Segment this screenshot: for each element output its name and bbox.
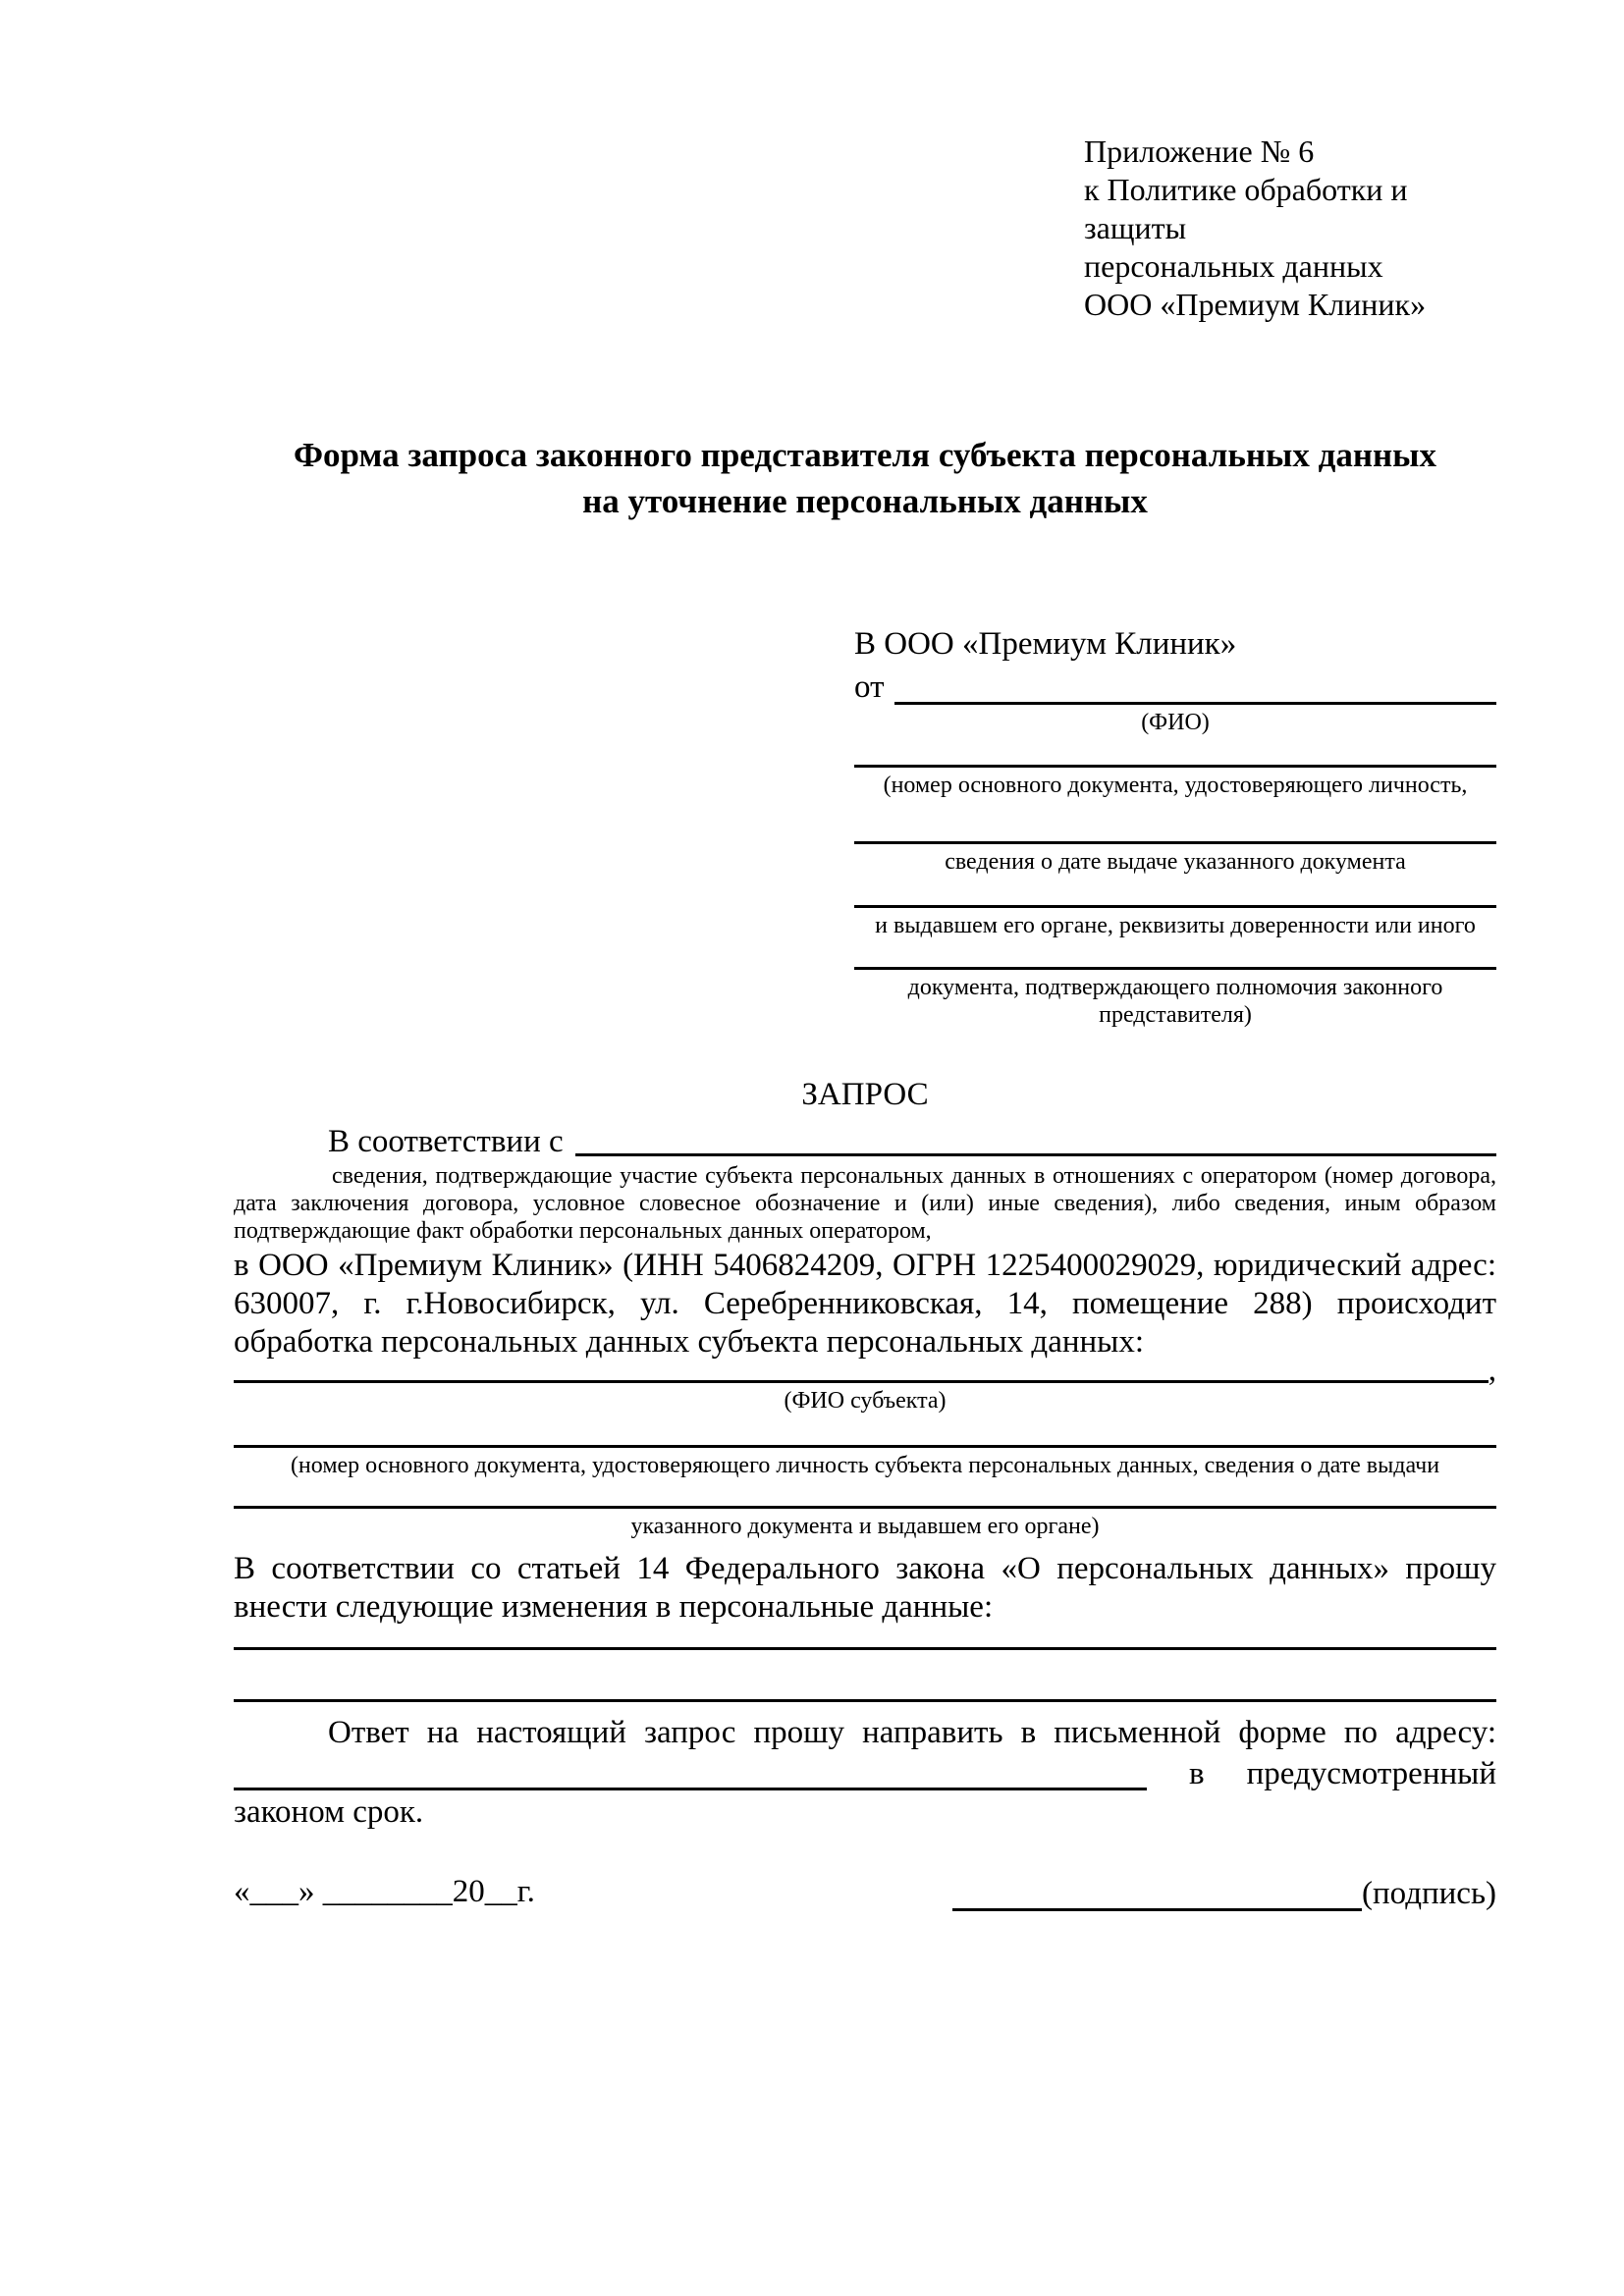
signature-field-line	[952, 1882, 1362, 1911]
date-field: «___» ________20__г.	[234, 1874, 535, 1909]
changes-field-line-1	[234, 1627, 1496, 1650]
document-title-line2: на уточнение персональных данных	[582, 482, 1148, 520]
from-label: от	[854, 669, 885, 705]
operator-paragraph: в ООО «Премиум Клиник» (ИНН 5406824209, ОГРН 1225400029029, юридический адрес: 630007, г. г.Новосибирск, ул. Серебренниковская, 14, помещение 288) происходит обработка персональных данных субъекта персональных данных:	[234, 1248, 1496, 1360]
reply-paragraph-line1: Ответ на настоящий запрос прошу направить в письменной форме по адресу:	[328, 1715, 1496, 1750]
signature-group	[952, 1876, 1496, 1911]
in-accordance-label: В соответствии с	[328, 1124, 564, 1159]
changes-field-line-2	[234, 1650, 1496, 1702]
issuing-authority-field	[854, 876, 1496, 939]
addressee-block	[854, 622, 1496, 1029]
subject-fio-field-line	[234, 1380, 1489, 1383]
request-heading: ЗАПРОС	[801, 1077, 929, 1112]
subject-fio-field	[234, 1353, 1496, 1388]
reply-word-v: в	[1189, 1756, 1205, 1791]
document-content	[234, 0, 1496, 1911]
representative-fio-field-line	[894, 702, 1497, 705]
appendix-line: персональных данных	[1084, 248, 1383, 284]
authority-doc-caption: документа, подтверждающего полномочия законного представителя)	[907, 975, 1443, 1028]
relation-proof-field-line	[575, 1153, 1496, 1156]
issuing-authority-caption: и выдавшем его органе, реквизиты доверенности или иного	[875, 913, 1476, 938]
from-row	[854, 666, 1496, 705]
trailing-comma: ,	[1488, 1353, 1496, 1388]
fine-print-note: сведения, подтверждающие участие субъекта персональных данных в отношениях с оператором (номер договора, дата заключения договора, условное словесное обозначение и (или) иные сведения), либо сведения, иным образом подтверждающие факт обработки персональных данных оператором,	[234, 1163, 1496, 1244]
appendix-line: к Политике обработки и защиты	[1084, 172, 1408, 245]
signature-caption: (подпись)	[1362, 1876, 1496, 1911]
id-doc-field	[854, 736, 1496, 799]
in-accordance-row	[234, 1124, 1496, 1159]
authority-doc-field	[854, 939, 1496, 1029]
subject-doc-field2-line	[234, 1485, 1496, 1509]
document-title-line1: Форма запроса законного представителя субъекта персональных данных	[294, 436, 1436, 474]
subject-fio-caption: (ФИО субъекта)	[784, 1388, 947, 1414]
subject-doc-field2	[234, 1485, 1496, 1540]
signature-row	[234, 1873, 1496, 1911]
fio-caption: (ФИО)	[1141, 710, 1210, 735]
appendix-line: Приложение № 6	[1084, 133, 1315, 169]
issue-date-field-line	[854, 799, 1496, 844]
appendix-block	[1084, 133, 1496, 324]
appendix-line: ООО «Премиум Клиник»	[1084, 287, 1427, 322]
subject-doc-field-line	[234, 1424, 1496, 1448]
id-doc-field-line	[854, 736, 1496, 768]
article14-paragraph: В соответствии со статьей 14 Федерального закона «О персональных данных» прошу внести следующие изменения в персональные данные:	[234, 1551, 1496, 1625]
document-title	[234, 432, 1496, 524]
subject-doc-field	[234, 1424, 1496, 1479]
reply-paragraph-line3: законом срок.	[234, 1794, 424, 1830]
authority-doc-field-line	[854, 939, 1496, 970]
issuing-authority-field-line	[854, 876, 1496, 908]
id-doc-caption: (номер основного документа, удостоверяющего личность,	[883, 773, 1468, 798]
issue-date-field	[854, 799, 1496, 876]
issue-date-caption: сведения о дате выдаче указанного документа	[945, 849, 1406, 875]
subject-doc-caption2: указанного документа и выдавшем его органе)	[630, 1514, 1100, 1539]
addressee-to: В ООО «Премиум Клиник»	[854, 626, 1237, 662]
reply-paragraph-line2	[234, 1752, 1496, 1790]
address-field-line	[234, 1761, 1147, 1790]
subject-doc-caption1: (номер основного документа, удостоверяющего личность субъекта персональных данных, сведения о дате выдачи	[290, 1453, 1440, 1478]
reply-word-predusmotrenny: предусмотренный	[1246, 1756, 1496, 1791]
